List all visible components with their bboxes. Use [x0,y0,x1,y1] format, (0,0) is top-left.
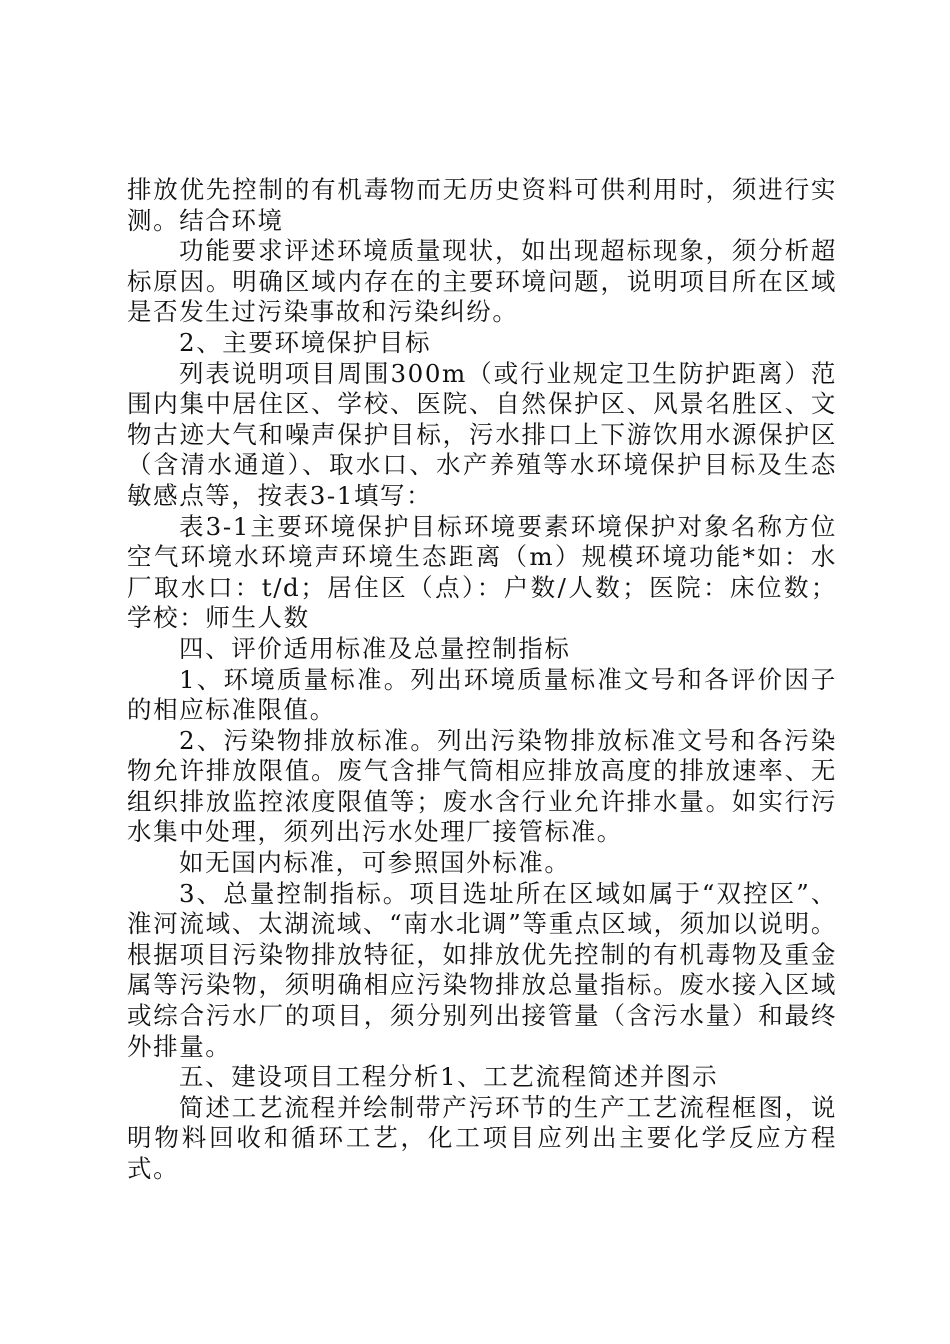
paragraph-1: 排放优先控制的有机毒物而无历史资料可供利用时，须进行实测。结合环境 [127,175,837,235]
paragraph-quality-standards: 1、环境质量标准。列出环境质量标准文号和各评价因子的相应标准限值。 [127,664,837,725]
section-heading-engineering-analysis: 五、建设项目工程分析1、工艺流程简述并图示 [179,1062,719,1092]
section-heading-standards: 四、评价适用标准及总量控制指标 [179,633,571,663]
paragraph-foreign-standards: 如无国内标准，可参照国外标准。 [179,848,571,878]
document-body [127,175,837,1185]
paragraph-emission-standards: 2、污染物排放标准。列出污染物排放标准文号和各污染物允许排放限值。废气含排气筒相应排放高度的排放速率、无组织排放监控浓度限值等；废水含行业允许排水量。如实行污水集中处理，须列出污水处理厂接管标准。 [127,725,837,847]
paragraph-2: 功能要求评述环境质量现状，如出现超标现象，须分析超标原因。明确区域内存在的主要环境问题，说明项目所在区域是否发生过污染事故和污染纠纷。 [127,236,837,327]
section-heading-protection-targets: 2、主要环境保护目标 [179,327,432,357]
table-caption-3-1: 表3-1主要环境保护目标环境要素环境保护对象名称方位空气环境水环境声环境生态距离（m）规模环境功能*如：水厂取水口：t/d；居住区（点）：户数/人数；医院：床位数；学校：师生人数 [127,511,837,633]
paragraph-process-description: 简述工艺流程并绘制带产污环节的生产工艺流程框图，说明物料回收和循环工艺，化工项目应列出主要化学反应方程式。 [127,1092,837,1183]
paragraph-total-control: 3、总量控制指标。项目选址所在区域如属于“双控区”、淮河流域、太湖流域、“南水北调”等重点区域，须加以说明。根据项目污染物排放特征，如排放优先控制的有机毒物及重金属等污染物，须明确相应污染物排放总量指标。废水接入区域或综合污水厂的项目，须分别列出接管量（含污水量）和最终外排量。 [127,878,837,1061]
paragraph-4: 列表说明项目周围300m（或行业规定卫生防护距离）范围内集中居住区、学校、医院、自然保护区、风景名胜区、文物古迹大气和噪声保护目标，污水排口上下游饮用水源保护区（含清水通道）、取水口、水产养殖等水环境保护目标及生态敏感点等，按表3-1填写： [127,358,837,510]
